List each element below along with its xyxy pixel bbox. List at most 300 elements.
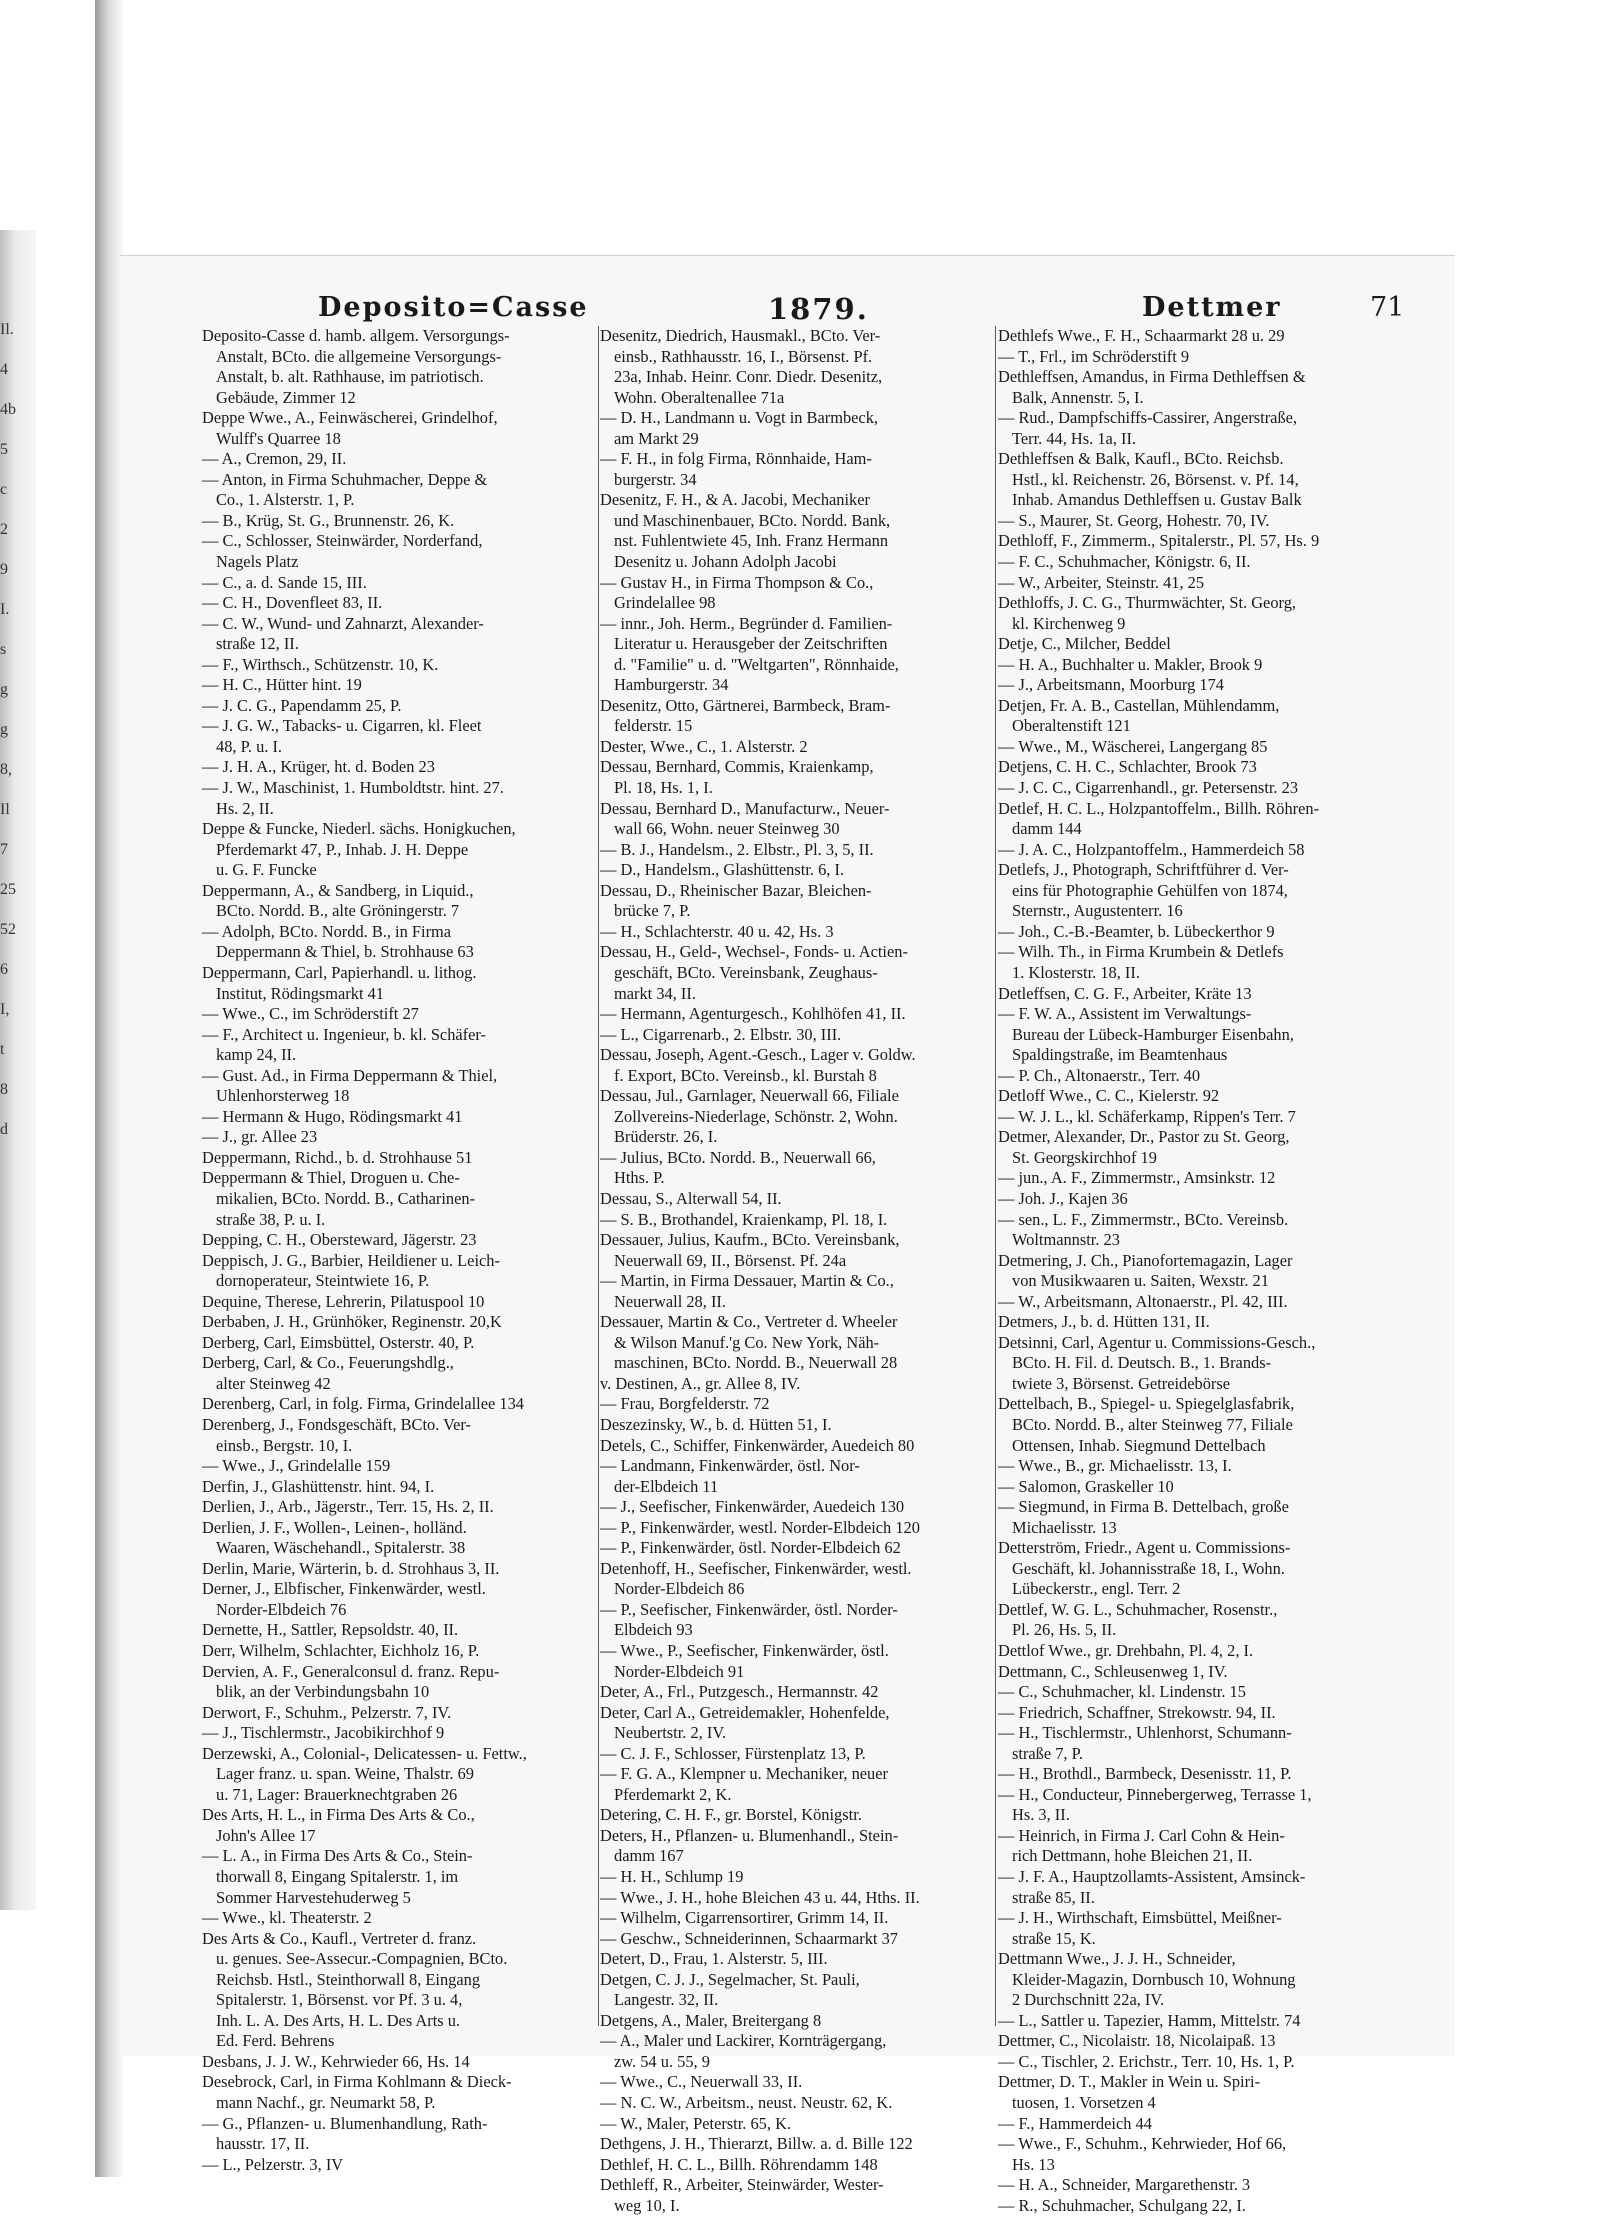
directory-entry-line: — H., Tischlermstr., Uhlenhorst, Schumann- — [998, 1723, 1292, 1743]
directory-entry-line: — Wwe., J., Grindelalle 159 — [202, 1456, 391, 1476]
directory-entry-line: — Friedrich, Schaffner, Strekowstr. 94, II. — [998, 1702, 1276, 1722]
directory-entry-line: Waaren, Wäschehandl., Spitalerstr. 38 — [216, 1538, 466, 1558]
directory-entry-line: Institut, Rödingsmarkt 41 — [216, 983, 385, 1003]
directory-entry-line: burgerstr. 34 — [614, 469, 697, 489]
directory-entry-line: — C. W., Wund- und Zahnarzt, Alexander- — [202, 613, 484, 633]
margin-fragment: s — [0, 641, 7, 658]
directory-entry-line: und Maschinenbauer, BCto. Nordd. Bank, — [614, 510, 891, 530]
directory-entry-line: alter Steinweg 42 — [216, 1373, 331, 1393]
directory-entry-line: Dettlof Wwe., gr. Drehbahn, Pl. 4, 2, I. — [998, 1641, 1254, 1660]
directory-entry-line: Dester, Wwe., C., 1. Alsterstr. 2 — [600, 736, 808, 756]
directory-entry-line: Brüderstr. 26, I. — [614, 1127, 718, 1147]
directory-entry-line: Dethloffs, J. C. G., Thurmwächter, St. Georg, — [998, 593, 1296, 613]
directory-entry-line: — J. F. A., Hauptzollamts-Assistent, Amsinck- — [998, 1867, 1306, 1887]
directory-entry-line: Detleffsen, C. G. F., Arbeiter, Kräte 13 — [998, 983, 1252, 1003]
directory-entry-line: Dettmann, C., Schleusenweg 1, IV. — [998, 1661, 1228, 1681]
directory-entry-line: Michaelisstr. 13 — [1012, 1517, 1117, 1537]
directory-entry-line: Detels, C., Schiffer, Finkenwärder, Auedeich 80 — [600, 1435, 915, 1455]
margin-fragment: 7 — [0, 841, 8, 858]
directory-entry-line: Zollvereins-Niederlage, Schönstr. 2, Wohn. — [614, 1106, 898, 1126]
directory-entry-line: straße 38, P. u. I. — [216, 1209, 326, 1229]
directory-entry-line: St. Georgskirchhof 19 — [1012, 1147, 1157, 1167]
directory-entry-line: Derzewski, A., Colonial-, Delicatessen- u. Fettw., — [202, 1743, 527, 1763]
directory-entry-line: — Gustav H., in Firma Thompson & Co., — [600, 572, 874, 592]
header-right-keyword: Dettmer — [1142, 292, 1282, 323]
directory-entry-line: Dethlef, H. C. L., Billh. Röhrendamm 148 — [600, 2154, 878, 2174]
directory-entry-line: — A., Cremon, 29, II. — [202, 449, 347, 469]
directory-entry-line: damm 144 — [1012, 819, 1082, 839]
directory-entry-line: — S. B., Brothandel, Kraienkamp, Pl. 18, I. — [600, 1209, 888, 1229]
directory-entry-line: Oberaltenstift 121 — [1012, 716, 1131, 736]
directory-entry-line: Detering, C. H. F., gr. Borstel, Königstr. — [600, 1805, 862, 1825]
directory-entry-line: Dettlef, W. G. L., Schuhmacher, Rosenstr., — [998, 1599, 1278, 1619]
margin-fragment: 8, — [0, 761, 12, 778]
left-margin-fragments — [0, 310, 22, 1150]
directory-entry-line: Anstalt, b. alt. Rathhause, im patriotisch. — [216, 367, 484, 387]
directory-entry-line: Hs. 3, II. — [1012, 1805, 1070, 1825]
directory-entry-line: Detmering, J. Ch., Pianofortemagazin, Lager — [998, 1250, 1293, 1270]
directory-entry-line: — F. H., in folg Firma, Rönnhaide, Ham- — [600, 449, 872, 469]
directory-entry-line: Deppermann, Richd., b. d. Strohhause 51 — [202, 1147, 473, 1167]
directory-entry-line: rich Dettmann, hohe Bleichen 21, II. — [1012, 1846, 1253, 1866]
directory-entry-line: wall 66, Wohn. neuer Steinweg 30 — [614, 819, 840, 839]
directory-entry-line: Detmer, Alexander, Dr., Pastor zu St. Georg, — [998, 1127, 1290, 1147]
directory-entry-line: einsb., Bergstr. 10, I. — [216, 1435, 353, 1455]
directory-entry-line: Detenhoff, H., Seefischer, Finkenwärder, westl. — [600, 1558, 912, 1578]
directory-entry-line: weg 10, I. — [614, 2195, 680, 2215]
directory-entry-line: Ottensen, Inhab. Siegmund Dettelbach — [1012, 1435, 1266, 1455]
directory-entry-line: Inh. L. A. Des Arts, H. L. Des Arts u. — [216, 2010, 461, 2030]
directory-entry-line: Detterström, Friedr., Agent u. Commissions- — [998, 1538, 1291, 1558]
directory-entry-line: Deppisch, J. G., Barbier, Heildiener u. Leich- — [202, 1250, 500, 1270]
directory-entry-line: kl. Kirchenweg 9 — [1012, 613, 1126, 633]
margin-fragment: d — [0, 1121, 8, 1138]
directory-entry-line: Dessauer, Martin & Co., Vertreter d. Wheeler — [600, 1312, 898, 1332]
directory-entry-line: Derlin, Marie, Wärterin, b. d. Strohhaus 3, II. — [202, 1558, 500, 1578]
directory-entry-line: — J. C. C., Cigarrenhandl., gr. Petersenstr. 23 — [998, 778, 1299, 798]
directory-entry-line: Wulff's Quarree 18 — [216, 428, 341, 448]
directory-entry-line: — J. W., Maschinist, 1. Humboldtstr. hint. 27. — [202, 778, 504, 798]
directory-entry-line: — Wwe., P., Seefischer, Finkenwärder, östl. — [600, 1641, 889, 1660]
margin-fragment: 4b — [0, 401, 16, 418]
margin-fragment: Il. — [0, 321, 14, 338]
directory-entry-line: Detlef, H. C. L., Holzpantoffelm., Billh. Röhren- — [998, 798, 1320, 818]
directory-entry-line: Hths. P. — [614, 1168, 665, 1188]
directory-entry-line: — Joh., C.-B.-Beamter, b. Lübeckerthor 9 — [998, 921, 1275, 941]
directory-entry-line: straße 12, II. — [216, 634, 299, 654]
directory-entry-line: — W., Arbeitsmann, Altonaerstr., Pl. 42, III. — [998, 1291, 1288, 1311]
directory-entry-line: — R., Schuhmacher, Schulgang 22, I. — [998, 2195, 1246, 2215]
directory-entry-line: felderstr. 15 — [614, 716, 693, 736]
directory-entry-line: Dernette, H., Sattler, Repsoldstr. 40, II. — [202, 1620, 459, 1640]
directory-entry-line: Derwort, F., Schuhm., Pelzerstr. 7, IV. — [202, 1702, 452, 1722]
margin-fragment: 4 — [0, 361, 8, 378]
directory-entry-line: Uhlenhorsterweg 18 — [216, 1086, 350, 1106]
directory-entry-line: Langestr. 32, II. — [614, 1990, 719, 2010]
directory-entry-line: — sen., L. F., Zimmermstr., BCto. Vereinsb. — [998, 1209, 1289, 1229]
directory-entry-line: — Rud., Dampfschiffs-Cassirer, Angerstraße, — [998, 408, 1298, 428]
directory-entry-line: Dethleff, R., Arbeiter, Steinwärder, Wester- — [600, 2175, 884, 2195]
directory-entry-line: Derberg, Carl, & Co., Feuerungshdlg., — [202, 1353, 454, 1373]
directory-entry-line: d. "Familie" u. d. "Weltgarten", Rönnhaide, — [614, 654, 899, 674]
directory-entry-line: Desbans, J. J. W., Kehrwieder 66, Hs. 14 — [202, 2051, 470, 2071]
directory-entry-line: — Hermann, Agenturgesch., Kohlhöfen 41, II. — [600, 1004, 906, 1024]
directory-entry-line: — Julius, BCto. Nordd. B., Neuerwall 66, — [600, 1147, 876, 1167]
directory-entry-line: — C., a. d. Sande 15, III. — [202, 572, 367, 592]
directory-entry-line: Hs. 13 — [1012, 2154, 1055, 2174]
directory-entry-line: Dervien, A. F., Generalconsul d. franz. Repu- — [202, 1661, 500, 1681]
directory-entry-line: — Martin, in Firma Dessauer, Martin & Co., — [600, 1271, 894, 1291]
directory-entry-line: Detje, C., Milcher, Beddel — [998, 634, 1171, 654]
directory-entry-line: — Geschw., Schneiderinnen, Schaarmarkt 37 — [600, 1928, 898, 1948]
directory-entry-line: einsb., Rathhausstr. 16, I., Börsenst. Pf. — [614, 346, 873, 366]
directory-entry-line: Wohn. Oberaltenallee 71a — [614, 387, 785, 407]
directory-entry-line: Deter, A., Frl., Putzgesch., Hermannstr. 42 — [600, 1682, 879, 1702]
directory-entry-line: Balk, Annenstr. 5, I. — [1012, 387, 1144, 407]
directory-entry-line: Elbdeich 93 — [614, 1620, 693, 1640]
directory-column-3 — [998, 326, 1396, 2215]
directory-entry-line: — H., Brothdl., Barmbeck, Desenisstr. 11, P. — [998, 1764, 1292, 1784]
directory-entry-line: v. Destinen, A., gr. Allee 8, IV. — [600, 1373, 801, 1393]
directory-entry-line: Dessau, D., Rheinischer Bazar, Bleichen- — [600, 880, 872, 900]
directory-entry-line: straße 7, P. — [1012, 1743, 1084, 1763]
directory-entry-line: Deppermann & Thiel, Droguen u. Che- — [202, 1168, 460, 1188]
directory-entry-line: Dethloff, F., Zimmerm., Spitalerstr., Pl. 57, Hs. 9 — [998, 531, 1320, 551]
directory-entry-line: markt 34, II. — [614, 983, 696, 1003]
directory-entry-line: Deszezinsky, W., b. d. Hütten 51, I. — [600, 1414, 832, 1434]
directory-entry-line: Pferdemarkt 2, K. — [614, 1784, 732, 1804]
directory-entry-line: Woltmannstr. 23 — [1012, 1230, 1120, 1250]
directory-entry-line: Dessau, Joseph, Agent.-Gesch., Lager v. Goldw. — [600, 1045, 916, 1065]
directory-entry-line: — W., Maler, Peterstr. 65, K. — [600, 2113, 792, 2133]
directory-entry-line: Desenitz, Diedrich, Hausmakl., BCto. Ver- — [600, 326, 881, 345]
directory-entry-line: tuosen, 1. Vorsetzen 4 — [1012, 2093, 1156, 2113]
directory-entry-line: — J., Tischlermstr., Jacobikirchhof 9 — [202, 1723, 445, 1743]
directory-entry-line: 2 Durchschnitt 22a, IV. — [1012, 1990, 1165, 2010]
directory-entry-line: — N. C. W., Arbeitsm., neust. Neustr. 62, K. — [600, 2093, 893, 2113]
directory-entry-line: — Wilhelm, Cigarrensortirer, Grimm 14, II. — [600, 1908, 889, 1928]
directory-entry-line: — C., Schlosser, Steinwärder, Norderfand, — [202, 531, 483, 551]
directory-entry-line: Derbaben, J. H., Grünhöker, Reginenstr. 20,K — [202, 1312, 502, 1332]
directory-entry-line: 48, P. u. I. — [216, 736, 283, 756]
directory-entry-line: Derner, J., Elbfischer, Finkenwärder, westl. — [202, 1579, 486, 1599]
directory-entry-line: Nagels Platz — [216, 552, 299, 572]
directory-entry-line: u. 71, Lager: Brauerknechtgraben 26 — [216, 1784, 458, 1804]
directory-entry-line: — L. A., in Firma Des Arts & Co., Stein- — [202, 1846, 473, 1866]
directory-entry-line: Dessau, Jul., Garnlager, Neuerwall 66, Filiale — [600, 1086, 899, 1106]
directory-entry-line: — Wwe., M., Wäscherei, Langergang 85 — [998, 736, 1268, 756]
directory-entry-line: BCto. Nordd. B., alter Steinweg 77, Filiale — [1012, 1414, 1293, 1434]
directory-entry-line: Anstalt, BCto. die allgemeine Versorgungs- — [216, 346, 502, 366]
directory-entry-line: Derenberg, Carl, in folg. Firma, Grindelallee 134 — [202, 1394, 524, 1414]
directory-entry-line: Depping, C. H., Obersteward, Jägerstr. 23 — [202, 1230, 477, 1250]
directory-entry-line: — H. A., Schneider, Margarethenstr. 3 — [998, 2175, 1251, 2195]
margin-fragment: I, — [0, 1001, 10, 1018]
directory-entry-line: Derr, Wilhelm, Schlachter, Eichholz 16, P. — [202, 1641, 480, 1660]
directory-entry-line: straße 85, II. — [1012, 1887, 1095, 1907]
directory-entry-line: — Anton, in Firma Schuhmacher, Deppe & — [202, 469, 488, 489]
directory-entry-line: maschinen, BCto. Nordd. B., Neuerwall 28 — [614, 1353, 898, 1373]
directory-entry-line: — Gust. Ad., in Firma Deppermann & Thiel, — [202, 1065, 498, 1085]
margin-fragment: 5 — [0, 441, 8, 458]
directory-entry-line: — Joh. J., Kajen 36 — [998, 1188, 1128, 1208]
directory-entry-line: Terr. 44, Hs. 1a, II. — [1012, 428, 1137, 448]
directory-entry-line: Detert, D., Frau, 1. Alsterstr. 5, III. — [600, 1949, 828, 1969]
directory-entry-line: — L., Sattler u. Tapezier, Hamm, Mittelstr. 74 — [998, 2010, 1301, 2030]
directory-entry-line: Dethleffsen, Amandus, in Firma Dethleffsen & — [998, 367, 1306, 387]
directory-entry-line: Derenberg, J., Fondsgeschäft, BCto. Ver- — [202, 1414, 472, 1434]
margin-fragment: t — [0, 1041, 5, 1058]
directory-entry-line: Gebäude, Zimmer 12 — [216, 387, 356, 407]
directory-entry-line: Pl. 26, Hs. 5, II. — [1012, 1620, 1117, 1640]
directory-entry-line: — J. H., Wirthschaft, Eimsbüttel, Meißner- — [998, 1908, 1282, 1928]
directory-entry-line: Desenitz, Otto, Gärtnerei, Barmbeck, Bram- — [600, 695, 891, 715]
margin-fragment: g — [0, 721, 8, 738]
directory-entry-line: Derfin, J., Glashüttenstr. hint. 94, I. — [202, 1476, 435, 1496]
directory-entry-line: Hstl., kl. Reichenstr. 26, Börsenst. v. Pf. 14, — [1012, 469, 1299, 489]
directory-entry-line: f. Export, BCto. Vereinsb., kl. Burstah 8 — [614, 1065, 877, 1085]
directory-entry-line: — F. W. A., Assistent im Verwaltungs- — [998, 1004, 1252, 1024]
directory-entry-line: — Wwe., C., im Schröderstift 27 — [202, 1004, 419, 1024]
directory-entry-line: — Heinrich, in Firma J. Carl Cohn & Hein- — [998, 1825, 1285, 1845]
directory-entry-line: — C., Tischler, 2. Erichstr., Terr. 10, Hs. 1, P. — [998, 2051, 1295, 2071]
directory-entry-line: Spaldingstraße, im Beamtenhaus — [1012, 1045, 1228, 1065]
directory-entry-line: Inhab. Amandus Dethleffsen u. Gustav Balk — [1012, 490, 1302, 510]
page-number: 71 — [1370, 292, 1405, 323]
directory-entry-line: — F. C., Schuhmacher, Königstr. 6, II. — [998, 552, 1251, 572]
directory-entry-line: dornoperateur, Steintwiete 16, P. — [216, 1271, 430, 1291]
directory-entry-line: Reichsb. Hstl., Steinthorwall 8, Eingang — [216, 1969, 481, 1989]
column-rule — [995, 326, 996, 2026]
directory-entry-line: u. genues. See-Assecur.-Compagnien, BCto. — [216, 1949, 508, 1969]
directory-entry-line: — J., Arbeitsmann, Moorburg 174 — [998, 675, 1224, 695]
directory-entry-line: — Salomon, Graskeller 10 — [998, 1476, 1174, 1496]
directory-entry-line: Dettmer, C., Nicolaistr. 18, Nicolaipaß. 13 — [998, 2031, 1276, 2051]
directory-entry-line: Desenitz u. Johann Adolph Jacobi — [614, 552, 837, 572]
directory-entry-line: & Wilson Manuf.'g Co. New York, Näh- — [614, 1332, 880, 1352]
directory-entry-line: Sommer Harvestehuderweg 5 — [216, 1887, 411, 1907]
directory-entry-line: — H., Schlachterstr. 40 u. 42, Hs. 3 — [600, 921, 834, 941]
directory-entry-line: Deter, Carl A., Getreidemakler, Hohenfelde, — [600, 1702, 890, 1722]
directory-entry-line: — H. C., Hütter hint. 19 — [202, 675, 362, 695]
directory-entry-line: Dessau, Bernhard D., Manufacturw., Neuer- — [600, 798, 890, 818]
directory-entry-line: Deters, H., Pflanzen- u. Blumenhandl., Stein- — [600, 1825, 899, 1845]
directory-entry-line: — H., Conducteur, Pinnebergerweg, Terrasse 1, — [998, 1784, 1312, 1804]
directory-entry-line: — D., Handelsm., Glashüttenstr. 6, I. — [600, 860, 845, 880]
directory-entry-line: eins für Photographie Gehülfen von 1874, — [1012, 880, 1288, 900]
directory-entry-line: — B., Krüg, St. G., Brunnenstr. 26, K. — [202, 510, 455, 530]
directory-entry-line: Bureau der Lübeck-Hamburger Eisenbahn, — [1012, 1024, 1294, 1044]
margin-fragment: 25 — [0, 881, 16, 898]
directory-entry-line: 1. Klosterstr. 18, II. — [1012, 962, 1140, 982]
directory-entry-line: Dethgens, J. H., Thierarzt, Billw. a. d. Bille 122 — [600, 2134, 913, 2154]
directory-entry-line: — H. H., Schlump 19 — [600, 1867, 744, 1887]
directory-entry-line: Dessau, H., Geld-, Wechsel-, Fonds- u. Actien- — [600, 942, 908, 962]
directory-entry-line: Neuerwall 69, II., Börsenst. Pf. 24a — [614, 1250, 847, 1270]
directory-entry-line: Pl. 18, Hs. 1, I. — [614, 778, 713, 798]
margin-fragment: 6 — [0, 961, 8, 978]
directory-entry-line: Deppermann, A., & Sandberg, in Liquid., — [202, 880, 474, 900]
margin-fragment: 52 — [0, 921, 16, 938]
directory-entry-line: Deposito-Casse d. hamb. allgem. Versorgungs- — [202, 326, 510, 345]
directory-entry-line: — Wwe., F., Schuhm., Kehrwieder, Hof 66, — [998, 2134, 1287, 2154]
directory-entry-line: — F., Wirthsch., Schützenstr. 10, K. — [202, 654, 439, 674]
directory-entry-line: Dethleffsen & Balk, Kaufl., BCto. Reichsb. — [998, 449, 1284, 469]
directory-entry-line: mikalien, BCto. Nordd. B., Catharinen- — [216, 1188, 476, 1208]
directory-entry-line: John's Allee 17 — [216, 1825, 316, 1845]
directory-entry-line: Derlien, J., Arb., Jägerstr., Terr. 15, Hs. 2, II. — [202, 1497, 494, 1517]
directory-entry-line: — P., Seefischer, Finkenwärder, östl. Norder- — [600, 1599, 898, 1619]
directory-entry-line: — Landmann, Finkenwärder, östl. Nor- — [600, 1456, 860, 1476]
directory-entry-line: Dessau, S., Alterwall 54, II. — [600, 1188, 782, 1208]
directory-entry-line: — B. J., Handelsm., 2. Elbstr., Pl. 3, 5, II. — [600, 839, 874, 859]
directory-entry-line: Deppe Wwe., A., Feinwäscherei, Grindelhof, — [202, 408, 498, 428]
directory-entry-line: damm 167 — [614, 1846, 684, 1866]
directory-entry-line: Desenitz, F. H., & A. Jacobi, Mechaniker — [600, 490, 870, 510]
directory-entry-line: — C., Schuhmacher, kl. Lindenstr. 15 — [998, 1682, 1246, 1702]
directory-entry-line: Co., 1. Alsterstr. 1, P. — [216, 490, 355, 510]
directory-entry-line: straße 15, K. — [1012, 1928, 1096, 1948]
directory-entry-line: von Musikwaaren u. Saiten, Wexstr. 21 — [1012, 1271, 1269, 1291]
directory-entry-line: Des Arts & Co., Kaufl., Vertreter d. franz. — [202, 1928, 477, 1948]
directory-entry-line: — L., Pelzerstr. 3, IV — [202, 2154, 344, 2174]
margin-fragment: g — [0, 681, 8, 698]
directory-entry-line: — J. H. A., Krüger, ht. d. Boden 23 — [202, 757, 435, 777]
directory-entry-line: Pferdemarkt 47, P., Inhab. J. H. Deppe — [216, 839, 469, 859]
directory-entry-line: Deppermann, Carl, Papierhandl. u. lithog. — [202, 962, 477, 982]
directory-entry-line: BCto. H. Fil. d. Deutsch. B., 1. Brands- — [1012, 1353, 1272, 1373]
directory-entry-line: — Wwe., C., Neuerwall 33, II. — [600, 2072, 803, 2092]
directory-entry-line: — C. H., Dovenfleet 83, II. — [202, 593, 383, 613]
directory-entry-line: mann Nachf., gr. Neumarkt 58, P. — [216, 2093, 436, 2113]
directory-entry-line: thorwall 8, Eingang Spitalerstr. 1, im — [216, 1867, 459, 1887]
directory-entry-line: — Frau, Borgfelderstr. 72 — [600, 1394, 770, 1414]
directory-entry-line: — A., Maler und Lackirer, Kornträgergang, — [600, 2031, 887, 2051]
directory-entry-line: — J. A. C., Holzpantoffelm., Hammerdeich 58 — [998, 839, 1305, 859]
directory-entry-line: geschäft, BCto. Vereinsbank, Zeughaus- — [614, 962, 878, 982]
directory-entry-line: — Wwe., kl. Theaterstr. 2 — [202, 1908, 372, 1928]
directory-entry-line: — T., Frl., im Schröderstift 9 — [998, 346, 1190, 366]
directory-entry-line: — C. J. F., Schlosser, Fürstenplatz 13, P. — [600, 1743, 866, 1763]
directory-entry-line: Detgen, C. J. J., Segelmacher, St. Pauli, — [600, 1969, 860, 1989]
directory-entry-line: Deppe & Funcke, Niederl. sächs. Honigkuchen, — [202, 819, 516, 839]
directory-entry-line: zw. 54 u. 55, 9 — [614, 2051, 710, 2071]
directory-entry-line: — F., Hammerdeich 44 — [998, 2113, 1152, 2133]
directory-entry-line: — S., Maurer, St. Georg, Hohestr. 70, IV. — [998, 510, 1270, 530]
directory-entry-line: am Markt 29 — [614, 428, 699, 448]
directory-entry-line: Dettelbach, B., Spiegel- u. Spiegelglasfabrik, — [998, 1394, 1295, 1414]
margin-fragment: c — [0, 481, 8, 498]
directory-column-1 — [202, 326, 597, 2174]
directory-entry-line: — G., Pflanzen- u. Blumenhandlung, Rath- — [202, 2113, 488, 2133]
directory-entry-line: Detmers, J., b. d. Hütten 131, II. — [998, 1312, 1210, 1332]
directory-entry-line: Kleider-Magazin, Dornbusch 10, Wohnung — [1012, 1969, 1296, 1989]
directory-entry-line: Dettmann Wwe., J. J. H., Schneider, — [998, 1949, 1236, 1969]
directory-entry-line: — jun., A. F., Zimmermstr., Amsinkstr. 12 — [998, 1168, 1276, 1188]
directory-entry-line: kamp 24, II. — [216, 1045, 297, 1065]
directory-entry-line: Dessauer, Julius, Kaufm., BCto. Vereinsbank, — [600, 1230, 900, 1250]
directory-entry-line: Derlien, J. F., Wollen-, Leinen-, holländ. — [202, 1517, 467, 1537]
directory-entry-line: — Wilh. Th., in Firma Krumbein & Detlefs — [998, 942, 1284, 962]
directory-entry-line: hausstr. 17, II. — [216, 2134, 310, 2154]
directory-entry-line: — P., Finkenwärder, östl. Norder-Elbdeich 62 — [600, 1538, 901, 1558]
directory-entry-line: Dessau, Bernhard, Commis, Kraienkamp, — [600, 757, 874, 777]
directory-entry-line: Spitalerstr. 1, Börsenst. vor Pf. 3 u. 4, — [216, 1990, 463, 2010]
directory-entry-line: Derberg, Carl, Eimsbüttel, Osterstr. 40, P. — [202, 1332, 475, 1352]
directory-entry-line: BCto. Nordd. B., alte Gröningerstr. 7 — [216, 901, 460, 921]
directory-entry-line: Dethlefs Wwe., F. H., Schaarmarkt 28 u. 29 — [998, 326, 1285, 345]
directory-entry-line: Detloff Wwe., C. C., Kielerstr. 92 — [998, 1086, 1220, 1106]
directory-entry-line: Detgens, A., Maler, Breitergang 8 — [600, 2010, 822, 2030]
directory-entry-line: Detjens, C. H. C., Schlachter, Brook 73 — [998, 757, 1257, 777]
directory-entry-line: — W., Arbeiter, Steinstr. 41, 25 — [998, 572, 1205, 592]
column-rule — [598, 326, 599, 2026]
directory-entry-line: Dettmer, D. T., Makler in Wein u. Spiri- — [998, 2072, 1261, 2092]
directory-entry-line: — D. H., Landmann u. Vogt in Barmbeck, — [600, 408, 878, 428]
directory-entry-line: — Hermann & Hugo, Rödingsmarkt 41 — [202, 1106, 463, 1126]
directory-entry-line: — Wwe., J. H., hohe Bleichen 43 u. 44, Hths. II. — [600, 1887, 920, 1907]
directory-entry-line: nst. Fuhlentwiete 45, Inh. Franz Hermann — [614, 531, 889, 551]
directory-entry-line: Sternstr., Augustenterr. 16 — [1012, 901, 1183, 921]
directory-entry-line: u. G. F. Funcke — [216, 860, 317, 880]
directory-entry-line: — J., gr. Allee 23 — [202, 1127, 318, 1147]
directory-entry-line: Literatur u. Herausgeber der Zeitschriften — [614, 634, 888, 654]
header-year: 1879. — [768, 292, 869, 326]
directory-entry-line: brücke 7, P. — [614, 901, 691, 921]
directory-entry-line: — P., Finkenwärder, westl. Norder-Elbdeich 120 — [600, 1517, 920, 1537]
directory-entry-line: Desebrock, Carl, in Firma Kohlmann & Dieck- — [202, 2072, 512, 2092]
directory-entry-line: Detsinni, Carl, Agentur u. Commissions-Gesch., — [998, 1332, 1316, 1352]
margin-fragment: 8 — [0, 1081, 8, 1098]
directory-entry-line: — Wwe., B., gr. Michaelisstr. 13, I. — [998, 1456, 1232, 1476]
directory-entry-line: — J. C. G., Papendamm 25, P. — [202, 695, 402, 715]
margin-fragment: Il — [0, 801, 10, 818]
directory-entry-line: — F., Architect u. Ingenieur, b. kl. Schäfer- — [202, 1024, 487, 1044]
directory-entry-line: — innr., Joh. Herm., Begründer d. Familien- — [600, 613, 893, 633]
directory-entry-line: Hs. 2, II. — [216, 798, 274, 818]
directory-entry-line: Neubertstr. 2, IV. — [614, 1723, 727, 1743]
margin-fragment: I. — [0, 601, 10, 618]
directory-entry-line: Norder-Elbdeich 86 — [614, 1579, 745, 1599]
directory-entry-line: Hamburgerstr. 34 — [614, 675, 729, 695]
directory-entry-line: Dequine, Therese, Lehrerin, Pilatuspool 10 — [202, 1291, 485, 1311]
directory-entry-line: Geschäft, kl. Johannisstraße 18, I., Wohn. — [1012, 1558, 1285, 1578]
directory-entry-line: Norder-Elbdeich 91 — [614, 1661, 745, 1681]
directory-column-2 — [600, 326, 992, 2215]
margin-fragment: 9 — [0, 561, 8, 578]
directory-entry-line: — P. Ch., Altonaerstr., Terr. 40 — [998, 1065, 1201, 1085]
directory-entry-line: Lübeckerstr., engl. Terr. 2 — [1012, 1579, 1181, 1599]
directory-entry-line: Detlefs, J., Photograph, Schriftführer d. Ver- — [998, 860, 1289, 880]
directory-entry-line: — L., Cigarrenarb., 2. Elbstr. 30, III. — [600, 1024, 842, 1044]
directory-entry-line: — F. G. A., Klempner u. Mechaniker, neuer — [600, 1764, 888, 1784]
directory-entry-line: Neuerwall 28, II. — [614, 1291, 726, 1311]
directory-entry-line: Grindelallee 98 — [614, 593, 716, 613]
directory-entry-line: Lager franz. u. span. Weine, Thalstr. 69 — [216, 1764, 474, 1784]
directory-entry-line: — J., Seefischer, Finkenwärder, Auedeich 130 — [600, 1497, 905, 1517]
directory-entry-line: Ed. Ferd. Behrens — [216, 2031, 335, 2051]
directory-entry-line: — J. G. W., Tabacks- u. Cigarren, kl. Fleet — [202, 716, 482, 736]
header-left-keyword: Deposito=Casse — [318, 292, 589, 323]
directory-entry-line: twiete 3, Börsenst. Getreidebörse — [1012, 1373, 1231, 1393]
directory-entry-line: — W. J. L., kl. Schäferkamp, Rippen's Terr. 7 — [998, 1106, 1296, 1126]
directory-entry-line: Des Arts, H. L., in Firma Des Arts & Co., — [202, 1805, 475, 1825]
directory-entry-line: Deppermann & Thiel, b. Strohhause 63 — [216, 942, 474, 962]
directory-entry-line: — Siegmund, in Firma B. Dettelbach, große — [998, 1497, 1289, 1517]
directory-entry-line: — Adolph, BCto. Nordd. B., in Firma — [202, 921, 452, 941]
directory-entry-line: 23a, Inhab. Heinr. Conr. Diedr. Desenitz, — [614, 367, 883, 387]
directory-entry-line: blik, an der Verbindungsbahn 10 — [216, 1682, 430, 1702]
